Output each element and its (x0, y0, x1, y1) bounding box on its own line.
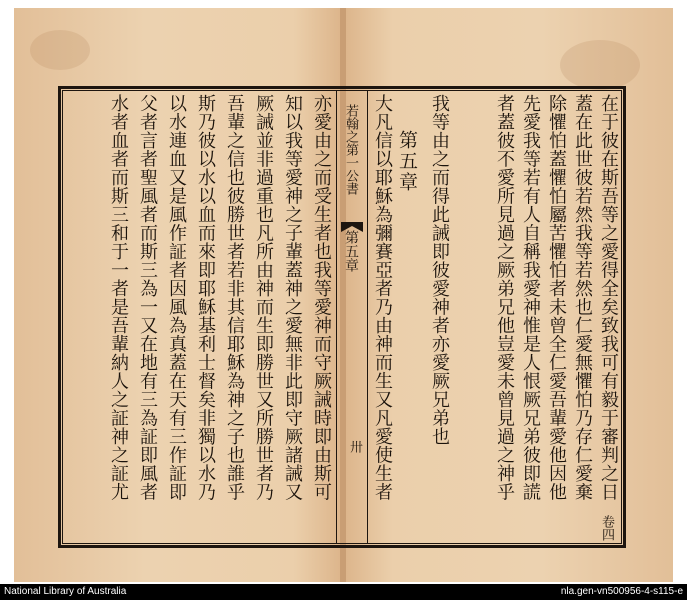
text-column: 蓋在此世彼若然我等若然也仁愛無懼怕乃存仁愛棄 (572, 94, 593, 501)
volume-label: 卷四 (599, 515, 614, 541)
text-column: 者蓋彼不愛所見過之厥弟兄他豈愛未曾見過之神乎 (494, 94, 515, 501)
text-column: 我等由之而得此誡即彼愛神者亦愛厥兄弟也 (429, 94, 450, 446)
paper-stain (560, 40, 640, 90)
chapter-label: 第五章 (343, 230, 359, 272)
archive-footer (0, 584, 687, 600)
text-column: 水者血者而斯三和于一者是吾輩納人之証神之証尤 (108, 94, 129, 501)
text-column: 在于彼在斯吾等之愛得全矣致我可有毅于審判之日 (598, 94, 619, 501)
text-column: 先愛我等若有人自稱我愛神惟是人恨厥兄弟彼即謊 (520, 94, 541, 501)
page-number: 卅 (347, 440, 362, 453)
chapter-heading: 第五章 (396, 130, 418, 193)
book-title-label: 若翰之第一公書 (343, 104, 358, 195)
text-column: 知以我等愛神之子輩蓋神之愛無非此即守厥諸誡又 (282, 94, 303, 501)
text-column: 大凡信以耶穌為彌賽亞者乃由神而生又凡愛使生者 (372, 94, 393, 501)
text-column: 以水連血又是風作証者因風為真蓋在天有三作証即 (166, 94, 187, 501)
footer-source: National Library of Australia (4, 586, 127, 597)
text-column: 亦愛由之而受生者也我等愛神而守厥誡時即由斯可 (311, 94, 332, 501)
text-column: 除懼怕蓋懼怕屬苦懼怕者未曾全仁愛吾輩愛他因他 (546, 94, 567, 501)
text-column: 厥誡並非過重也凡所由神而生即勝世又所勝世者乃 (253, 94, 274, 501)
paper-stain (30, 30, 90, 70)
text-column: 父者言者聖風者而斯三為一又在地有三為証即風者 (137, 94, 158, 501)
footer-identifier: nla.gen-vn500956-4-s115-e (560, 586, 683, 597)
text-column: 斯乃彼以水以血而來即耶穌基利士督矣非獨以水乃 (195, 94, 216, 501)
text-column: 吾輩之信也彼勝世者若非其信耶穌為神之子也誰乎 (224, 94, 245, 501)
